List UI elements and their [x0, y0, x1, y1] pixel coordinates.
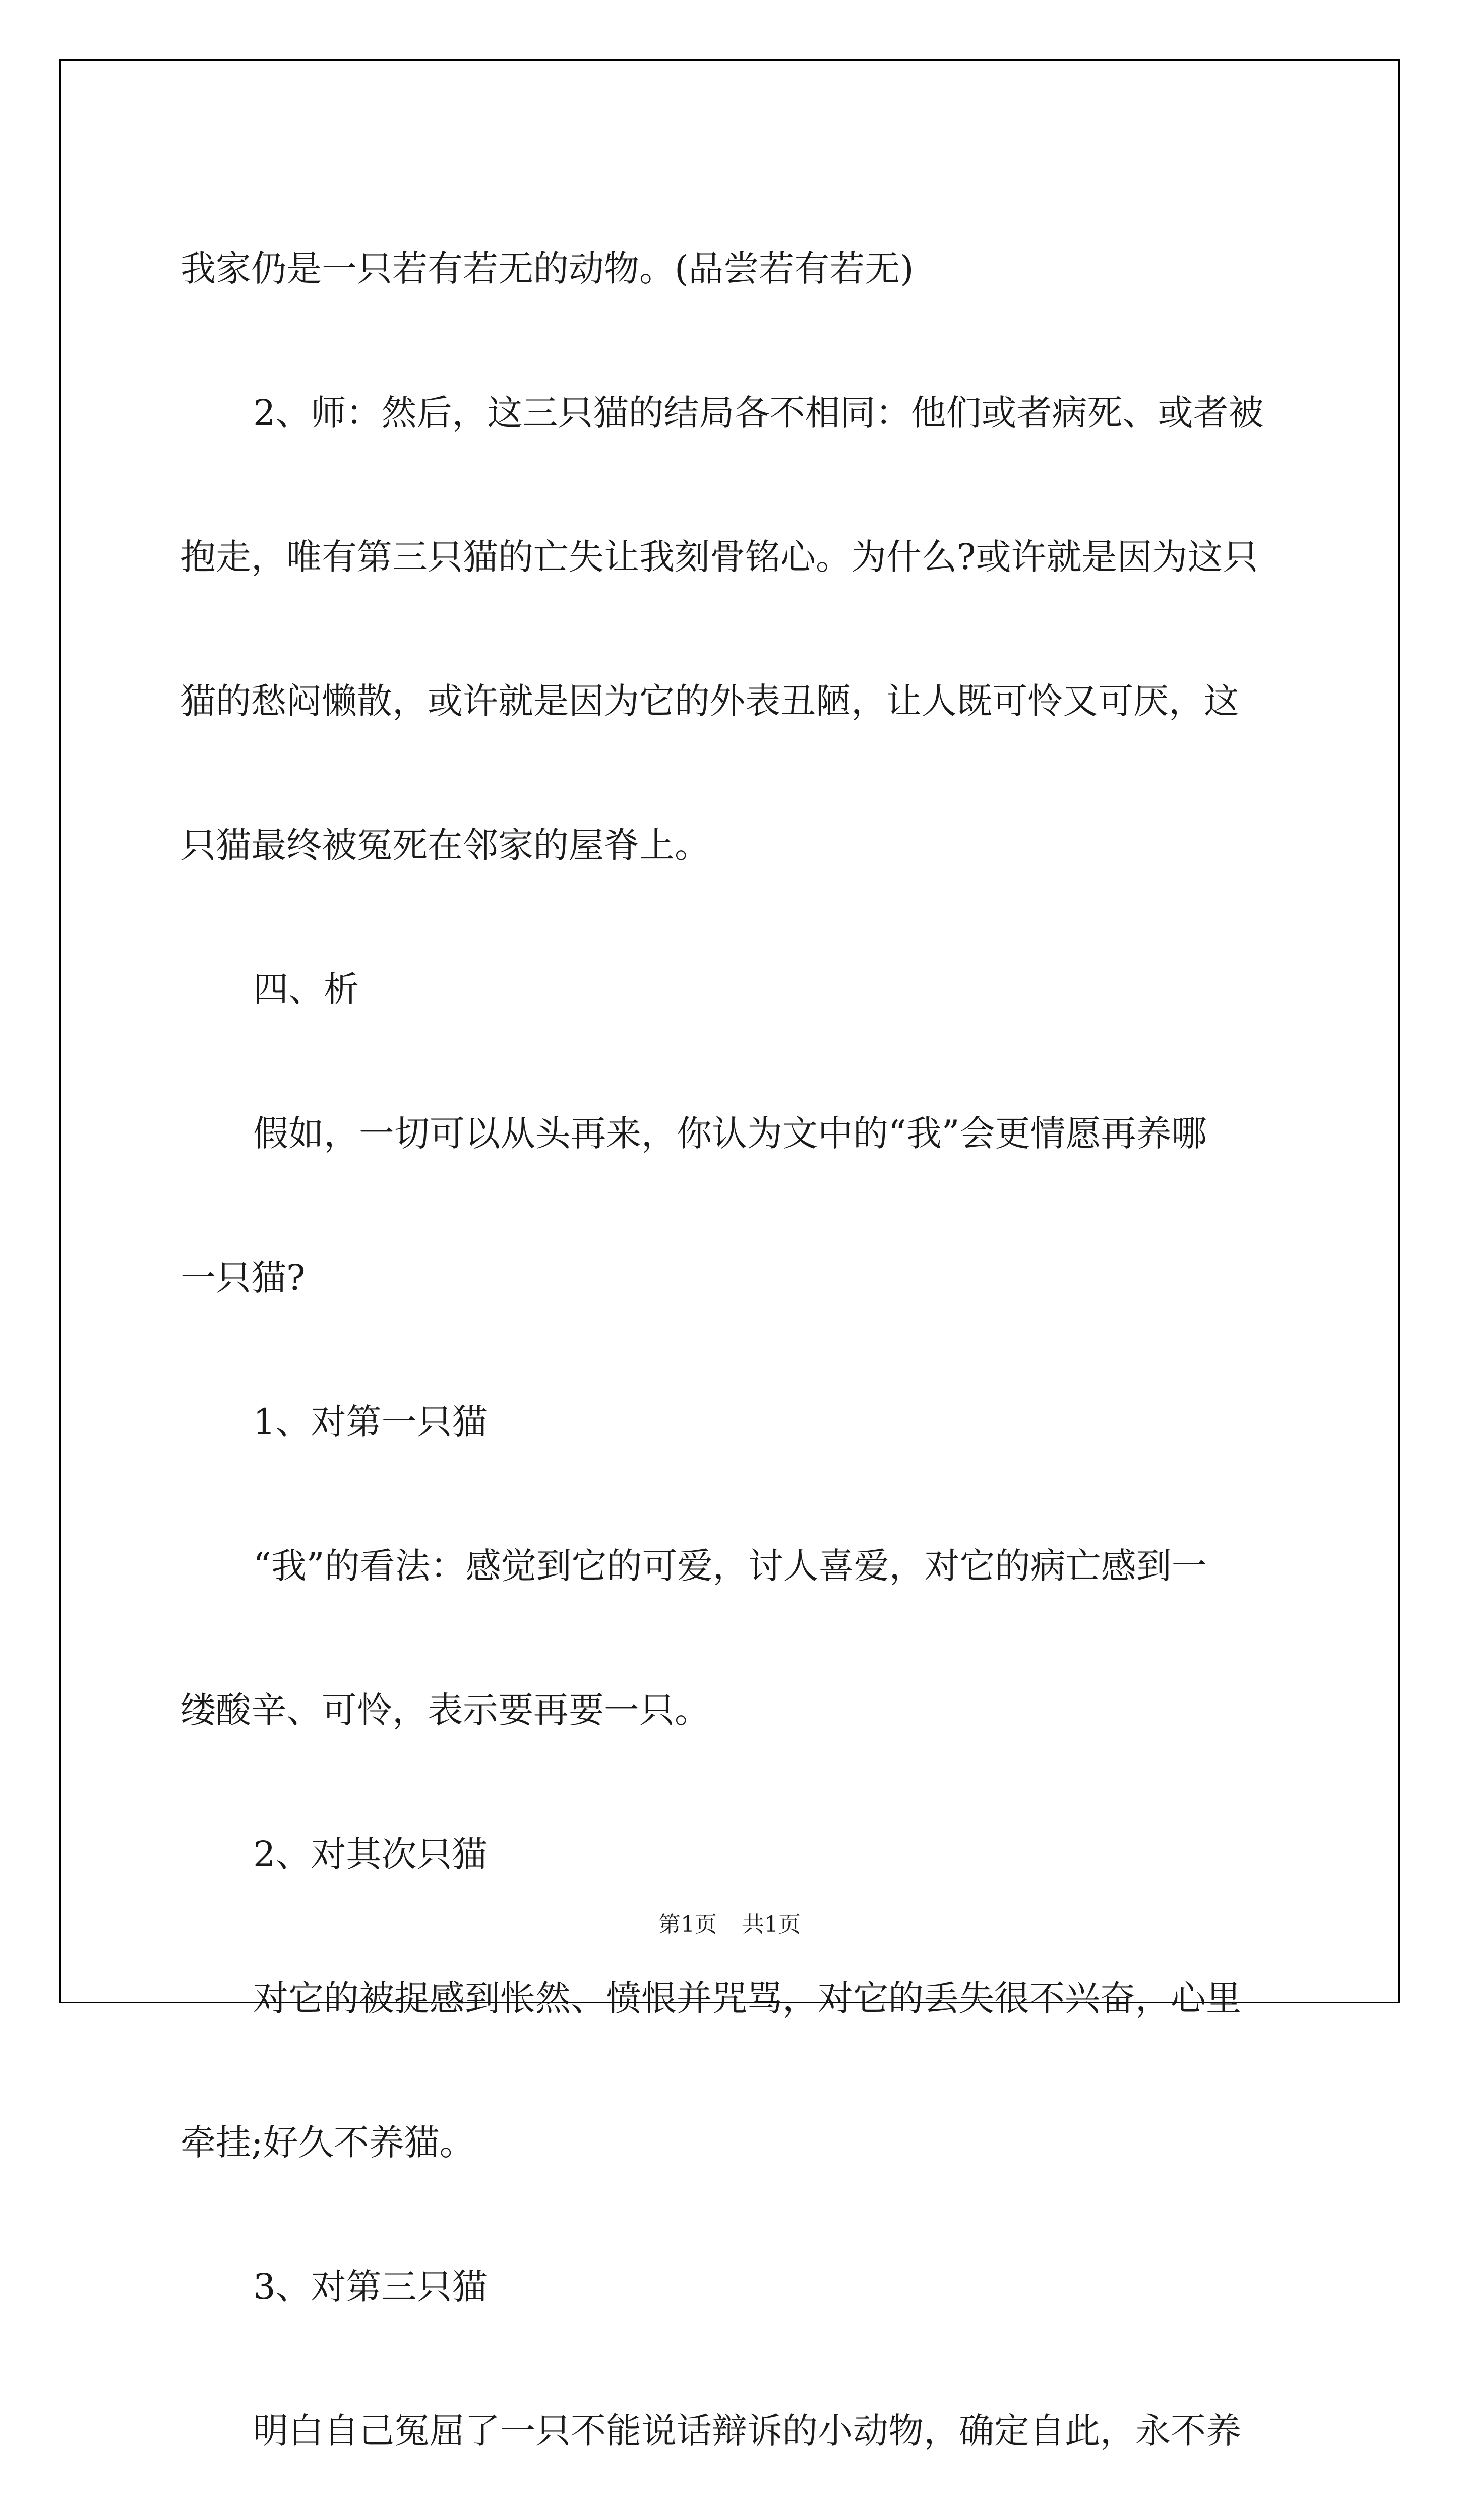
paragraph-line: 缕酸辛、可怜，表示要再要一只。 — [180, 1689, 710, 1731]
list-heading: 3、对第三只猫 — [253, 2266, 488, 2307]
page-number: 第1页 — [658, 1912, 717, 1937]
paragraph-line: 明白自己冤屈了一只不能说话辩诉的小动物，确定自此，永不养 — [253, 2410, 1241, 2451]
paragraph-line: 2、师：然后，这三只猫的结局各不相同：他们或者病死、或者被 — [253, 392, 1264, 433]
page-footer — [0, 1906, 1459, 1938]
paragraph-line: 牵挂;好久不养猫。 — [180, 2122, 475, 2163]
paragraph-line: 假如，一切可以从头再来，你认为文中的“我”会更情愿再养哪 — [253, 1113, 1207, 1154]
list-heading: 2、对其次只猫 — [253, 1834, 488, 1875]
paragraph-line: 对它的被捉感到怅然、愤恨并咒骂，对它的丢失很不兴奋，心里 — [253, 1978, 1241, 2019]
page-total: 共1页 — [742, 1912, 801, 1937]
document-body — [180, 197, 1286, 2520]
paragraph-line: 一只猫? — [180, 1257, 306, 1298]
paragraph-line: 抱走，唯有第三只猫的亡失让我刻骨铭心。为什么?或许就是因为这只 — [180, 536, 1258, 578]
list-heading: 1、对第一只猫 — [253, 1401, 488, 1442]
paragraph-line: “我”的看法：感觉到它的可爱，讨人喜爱，对它的病亡感到一 — [253, 1545, 1207, 1587]
section-heading: 四、析 — [253, 969, 359, 1010]
paragraph-line: 只猫最终被冤死在邻家的屋脊上。 — [180, 825, 710, 866]
paragraph-line — [180, 2503, 1286, 2520]
paragraph-line: 猫的愁闷懒散，或许就是因为它的外表丑陋，让人既可怜又可厌，这 — [180, 680, 1239, 722]
paragraph-line: 我家仍是一只若有若无的动物。(品尝若有若无) — [180, 248, 914, 289]
